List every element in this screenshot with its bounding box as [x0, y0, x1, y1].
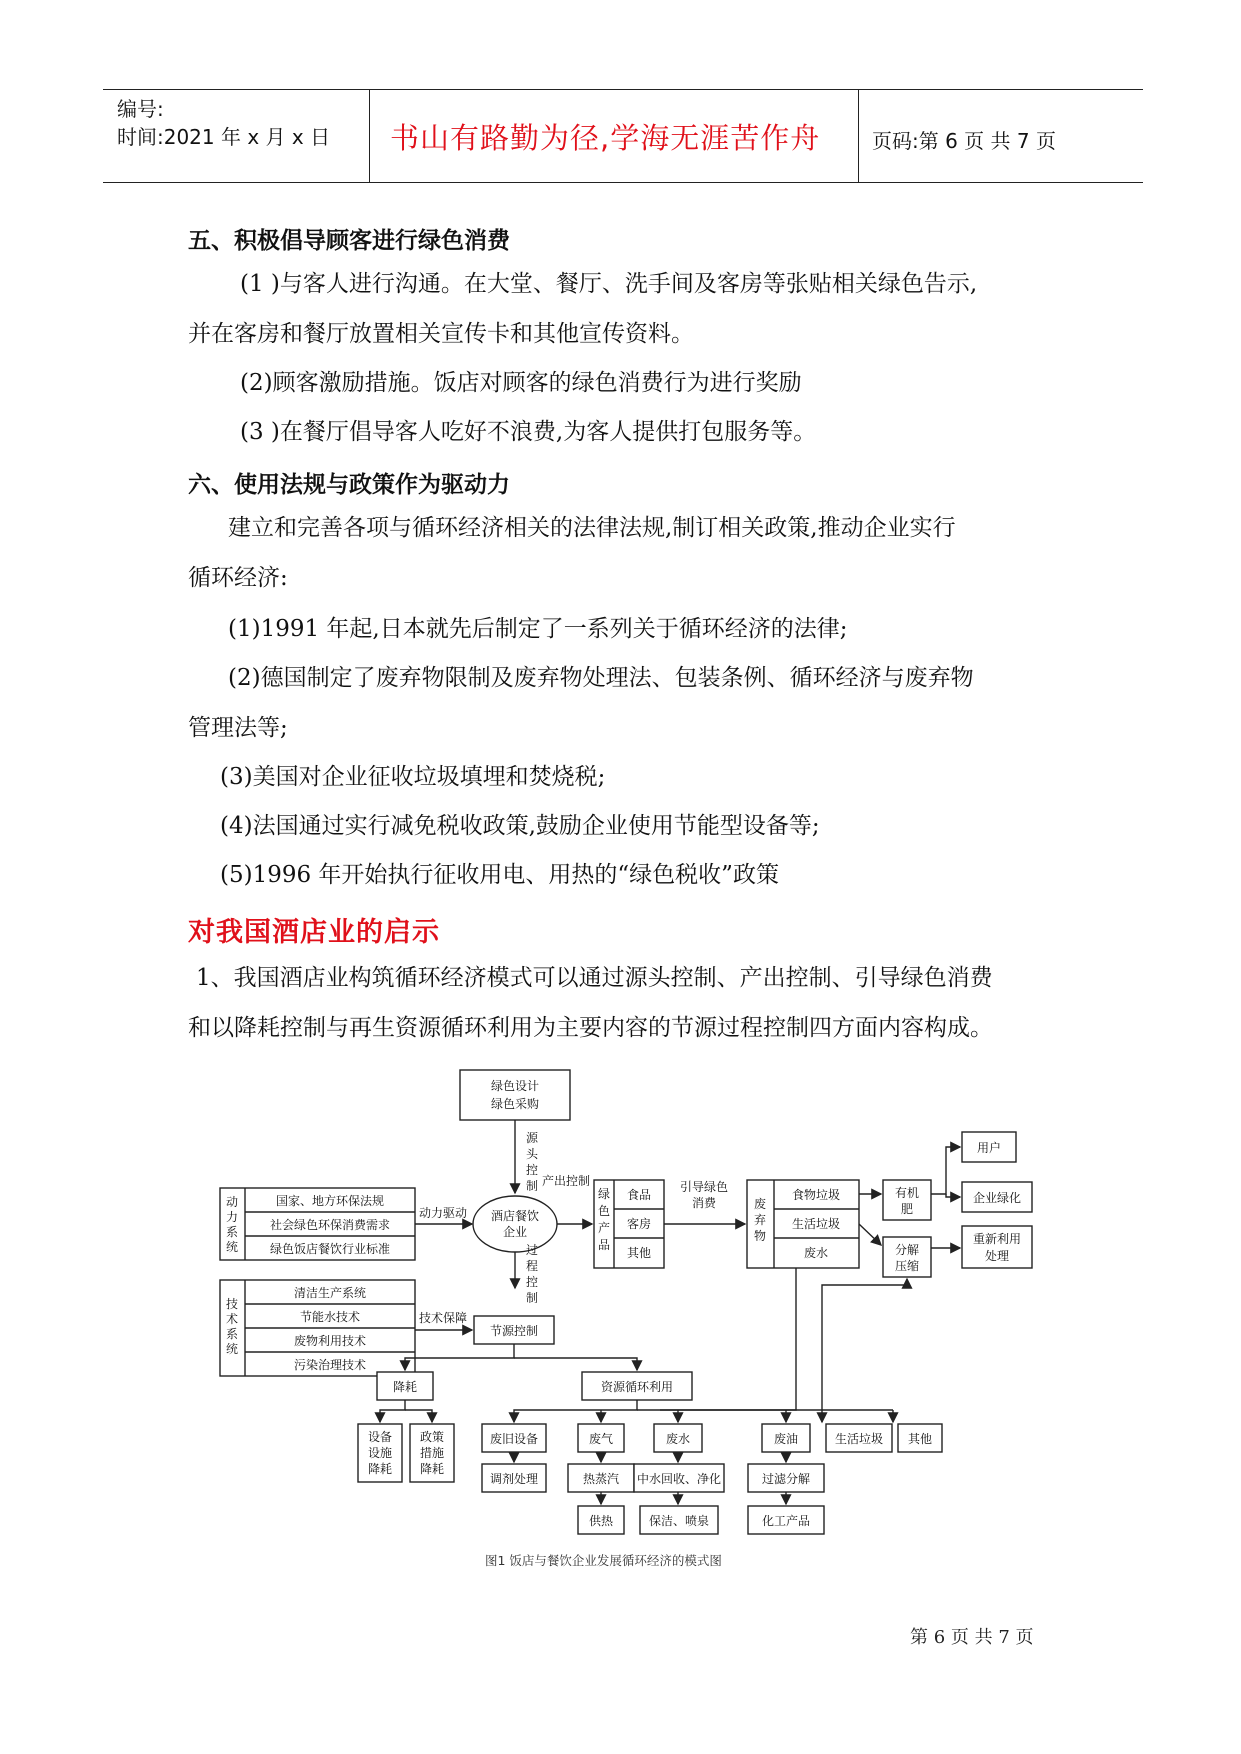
list-item: 管理法等;	[188, 715, 288, 741]
arrow	[514, 1400, 637, 1422]
section-heading-implications: 对我国酒店业的启示	[188, 917, 440, 948]
enterprise-ellipse	[473, 1196, 557, 1252]
organic-label-2: 肥	[900, 1202, 914, 1216]
page-footer: 第 6 页 共 7 页	[910, 1627, 1034, 1648]
green-products-label-1: 绿	[597, 1187, 611, 1201]
paragraph: (2)顾客激励措施。饭店对顾客的绿色消费行为进行奖励	[240, 370, 802, 396]
section-heading-5: 五、积极倡导顾客进行绿色消费	[188, 228, 510, 254]
enterprise-label-2: 企业	[502, 1225, 528, 1239]
process-label-4: 制	[525, 1291, 539, 1305]
save-source-label: 节源控制	[489, 1324, 539, 1338]
paragraph: 并在客房和餐厅放置相关宣传卡和其他宣传资料。	[188, 321, 694, 347]
list-item: (5)1996 年开始执行征收用电、用热的“绿色税收”政策	[220, 862, 779, 888]
policy-label-1: 政策	[419, 1430, 445, 1444]
figure-caption: 图1 饭店与餐饮企业发展循环经济的模式图	[485, 1553, 722, 1568]
dyn-item-2: 社会绿色环保消费需求	[269, 1218, 391, 1232]
r2-label: 热蒸汽	[582, 1472, 620, 1486]
list-item: (3)美国对企业征收垃圾填埋和焚烧税;	[220, 764, 606, 790]
header-divider-right	[858, 89, 859, 182]
tech-label-3: 系	[225, 1327, 239, 1341]
product-item: 食品	[626, 1188, 652, 1202]
decompose-label-1: 分解	[894, 1243, 920, 1257]
tech-support-label: 技术保障	[418, 1311, 468, 1325]
r1-label: 废旧设备	[489, 1432, 539, 1446]
green-purchase-label: 绿色采购	[490, 1097, 540, 1111]
arrow	[514, 1358, 637, 1370]
tech-item: 废物利用技术	[293, 1334, 367, 1348]
decompose-label-2: 压缩	[894, 1259, 920, 1273]
tech-label-4: 统	[225, 1342, 239, 1356]
equip-label-1: 设备	[367, 1430, 393, 1444]
arrow	[405, 1344, 514, 1370]
paragraph: 建立和完善各项与循环经济相关的法律法规,制订相关政策,推动企业实行	[228, 515, 956, 541]
process-label-3: 控	[525, 1275, 539, 1289]
circular-economy-diagram	[210, 1060, 1070, 1600]
source-control-label-1: 源	[525, 1131, 539, 1145]
green-products-label-4: 品	[597, 1238, 611, 1252]
dynamic-label-2: 力	[225, 1210, 239, 1224]
user-label: 用户	[976, 1141, 1002, 1155]
arrow	[859, 1224, 881, 1245]
header-motto: 书山有路勤为径,学海无涯苦作舟	[390, 121, 821, 155]
paragraph: (1 )与客人进行沟通。在大堂、餐厅、洗手间及客房等张贴相关绿色告示,	[240, 271, 978, 297]
r1-label: 废水	[665, 1432, 691, 1446]
greening-label: 企业绿化	[972, 1191, 1022, 1205]
waste-item: 食物垃圾	[791, 1188, 841, 1202]
product-item: 客房	[626, 1217, 652, 1231]
list-item: (2)德国制定了废弃物限制及废弃物处理法、包装条例、循环经济与废弃物	[228, 665, 974, 691]
dynamic-drive-label: 动力驱动	[418, 1206, 468, 1220]
green-design-box	[460, 1070, 570, 1120]
r3-label: 化工产品	[761, 1514, 811, 1528]
paragraph: 循环经济:	[188, 565, 288, 591]
dynamic-label-3: 系	[225, 1225, 239, 1239]
doc-number-label: 编号:	[117, 97, 164, 121]
list-item: (4)法国通过实行减免税收政策,鼓励企业使用节能型设备等;	[220, 813, 820, 839]
output-control-label: 产出控制	[541, 1174, 591, 1188]
green-products-label-3: 产	[597, 1221, 611, 1235]
waste-item: 废水	[803, 1246, 829, 1260]
r3-label: 保洁、喷泉	[648, 1514, 710, 1528]
waste-label-1: 废	[753, 1197, 767, 1211]
r1-label: 生活垃圾	[834, 1432, 884, 1446]
section-heading-6: 六、使用法规与政策作为驱动力	[188, 472, 510, 498]
header-divider-left	[369, 89, 370, 182]
waste-label-3: 物	[753, 1229, 767, 1243]
r2-label: 过滤分解	[761, 1472, 811, 1486]
arrow	[946, 1194, 960, 1197]
recycle-label: 资源循环利用	[600, 1380, 674, 1394]
waste-item: 生活垃圾	[791, 1217, 841, 1231]
header-bottom-rule	[103, 182, 1143, 183]
reduce-label: 降耗	[392, 1380, 418, 1394]
waste-label-2: 弃	[753, 1213, 767, 1227]
paragraph: 和以降耗控制与再生资源循环利用为主要内容的节源过程控制四方面内容构成。	[188, 1015, 993, 1041]
r1-label: 废气	[588, 1432, 614, 1446]
dyn-item-3: 绿色饭店餐饮行业标准	[269, 1242, 391, 1256]
r1-label: 废油	[773, 1432, 799, 1446]
r1-label: 其他	[907, 1432, 933, 1446]
equip-label-3: 降耗	[367, 1462, 393, 1476]
guide-label-2: 消费	[691, 1196, 717, 1210]
enterprise-label-1: 酒店餐饮	[490, 1209, 540, 1223]
process-label-2: 程	[525, 1259, 539, 1273]
tech-item: 清洁生产系统	[293, 1286, 367, 1300]
feedback-arrow	[822, 1279, 907, 1410]
arrow	[405, 1410, 432, 1422]
policy-label-2: 措施	[419, 1446, 445, 1460]
r3-label: 供热	[588, 1514, 614, 1528]
list-item: (1)1991 年起,日本就先后制定了一系列关于循环经济的法律;	[228, 616, 848, 642]
arrow	[380, 1400, 405, 1422]
tech-label-1: 技	[225, 1297, 239, 1311]
header-page-label: 页码:第 6 页 共 7 页	[872, 129, 1056, 153]
r2-label: 中水回收、净化	[636, 1472, 722, 1486]
equip-label-2: 设施	[367, 1446, 393, 1460]
process-label-1: 过	[525, 1243, 539, 1257]
dynamic-label-1: 动	[225, 1195, 239, 1209]
policy-label-3: 降耗	[419, 1462, 445, 1476]
green-design-label: 绿色设计	[490, 1079, 540, 1093]
reuse-label-2: 处理	[984, 1249, 1010, 1263]
reuse-label-1: 重新利用	[972, 1232, 1022, 1246]
source-control-label-3: 控	[525, 1163, 539, 1177]
product-item: 其他	[626, 1246, 652, 1260]
header-top-rule	[103, 89, 1143, 90]
guide-label-1: 引导绿色	[679, 1180, 729, 1194]
tech-item: 节能水技术	[299, 1310, 361, 1324]
paragraph: (3 )在餐厅倡导客人吃好不浪费,为客人提供打包服务等。	[240, 419, 817, 445]
paragraph: 1、我国酒店业构筑循环经济模式可以通过源头控制、产出控制、引导绿色消费	[196, 965, 993, 991]
tech-item: 污染治理技术	[293, 1358, 367, 1372]
source-control-label-2: 头	[525, 1147, 539, 1161]
green-products-label-2: 色	[597, 1204, 611, 1218]
source-control-label-4: 制	[525, 1179, 539, 1193]
dynamic-label-4: 统	[225, 1240, 239, 1254]
tech-label-2: 术	[225, 1312, 239, 1326]
arrow	[931, 1147, 960, 1194]
dyn-item-1: 国家、地方环保法规	[275, 1194, 385, 1208]
doc-time-label: 时间:2021 年 x 月 x 日	[117, 125, 331, 149]
organic-label-1: 有机	[894, 1186, 920, 1200]
r2-label: 调剂处理	[489, 1472, 539, 1486]
